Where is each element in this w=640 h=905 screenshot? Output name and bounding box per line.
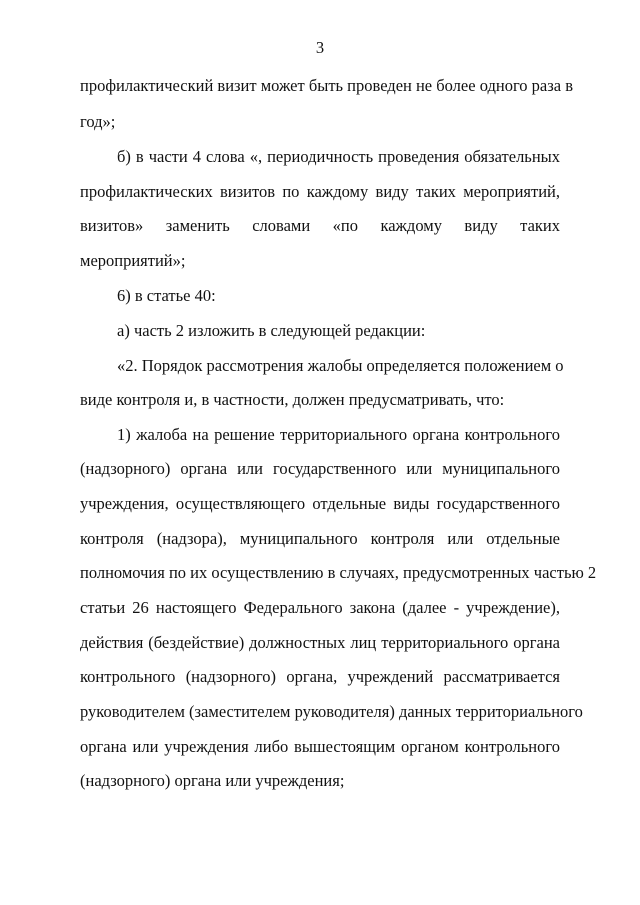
text-line: органа или учреждения либо вышестоящим органом контрольного: [80, 737, 560, 756]
text-line: «2. Порядок рассмотрения жалобы определяется положением о: [117, 356, 564, 375]
text-line: (надзорного) органа или государственного или муниципального: [80, 459, 560, 478]
text-line: виде контроля и, в частности, должен предусматривать, что:: [80, 390, 505, 409]
text-line: профилактический визит может быть проведен не более одного раза в: [80, 76, 574, 95]
text-line: 1) жалоба на решение территориального органа контрольного: [117, 425, 560, 444]
text-line: год»;: [80, 112, 116, 131]
text-line: руководителем (заместителем руководителя) данных территориального: [80, 702, 583, 721]
page-number: 3: [315, 38, 325, 57]
text-line: б) в части 4 слова «, периодичность проведения обязательных: [117, 147, 560, 166]
text-line: контрольного (надзорного) органа, учреждений рассматривается: [80, 667, 560, 686]
text-line: учреждения, осуществляющего отдельные виды государственного: [80, 494, 560, 513]
text-line: 6) в статье 40:: [117, 286, 216, 305]
text-line: профилактических визитов по каждому виду таких мероприятий,: [80, 182, 560, 201]
text-line: действия (бездействие) должностных лиц территориального органа: [80, 633, 560, 652]
text-line: а) часть 2 изложить в следующей редакции:: [117, 321, 426, 340]
text-line: (надзорного) органа или учреждения;: [80, 771, 345, 790]
text-line: мероприятий»;: [80, 251, 186, 270]
text-line: полномочия по их осуществлению в случаях, предусмотренных частью 2: [80, 563, 597, 582]
text-line: визитов» заменить словами «по каждому виду таких: [80, 216, 560, 235]
text-line: статьи 26 настоящего Федерального закона (далее - учреждение),: [80, 598, 560, 617]
text-line: контроля (надзора), муниципального контроля или отдельные: [80, 529, 560, 548]
